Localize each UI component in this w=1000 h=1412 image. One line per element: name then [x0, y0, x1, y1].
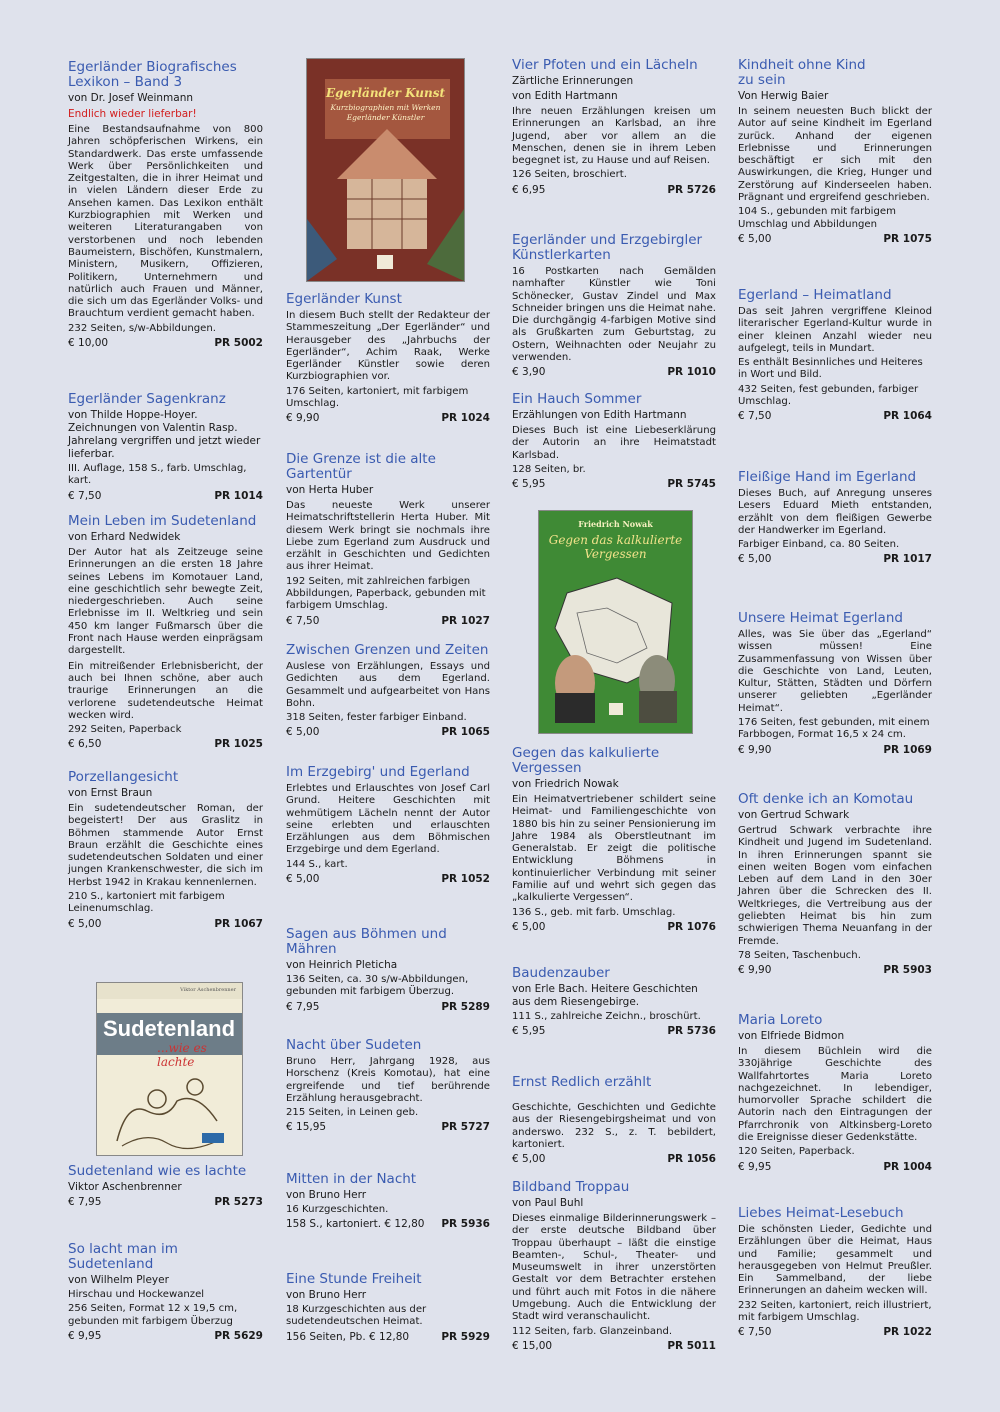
price-row	[512, 1153, 716, 1166]
price-row	[286, 1121, 490, 1134]
book-author: Von Herwig Baier	[738, 90, 829, 102]
book-entry	[738, 58, 932, 246]
book-description: Erlebtes und Erlauschtes von Josef Carl Grund. Heitere Geschichten mit wehmütigem Lächeln nennt der Autor seine erlebten und erlauschten Erzählungen aus dem Böhmischen Erzgebirge und dem Egerland.	[286, 783, 490, 856]
cover-author: Viktor Aschenbrenner	[180, 987, 236, 993]
order-code: PR 5745	[667, 478, 716, 491]
cover-author: Friedrich Nowak	[578, 519, 653, 529]
book-title: Bildband Troppau	[512, 1179, 630, 1195]
order-code: PR 1010	[667, 366, 716, 379]
book-details: 215 Seiten, in Leinen geb.	[286, 1107, 419, 1119]
price: € 5,95	[512, 478, 546, 491]
price-row	[68, 1330, 263, 1343]
book-entry	[738, 288, 932, 423]
price: € 5,00	[738, 232, 772, 245]
price: € 9,95	[738, 1160, 772, 1173]
price: € 6,95	[512, 183, 546, 196]
book-title: Egerländer Biografisches Lexikon – Band 3	[68, 59, 237, 90]
book-description: Das neueste Werk unserer Heimatschriftstellerin Herta Huber. Mit diesem Werk bringt sie nochmals ihre Liebe zum Egerland zum Ausdruck und erzählt in Geschichten und Gedichten aus ihrer Heimat.	[286, 500, 490, 573]
book-description: Alles, was Sie über das „Egerland“ wissen müssen! Eine Zusammenfassung von Wissen über die Geschichte von Land, Leuten, Kultur, Stätten, Städten und Dörfern unserer geliebten „Egerländer Heimat“.	[738, 629, 932, 714]
book-author: von Thilde Hoppe-Hoyer. Zeichnungen von Valentin Rasp. Jahrelang vergriffen und jetzt wieder lieferbar.	[68, 409, 261, 460]
order-code: PR 5002	[214, 337, 263, 350]
book-author: von Erhard Nedwidek	[68, 531, 181, 543]
book-details: 176 Seiten, fest gebunden, mit einem Farbbogen, Format 16,5 x 24 cm.	[738, 717, 930, 741]
price-row	[512, 184, 716, 197]
book-title: Mitten in der Nacht	[286, 1171, 417, 1187]
order-code: PR 5736	[667, 1025, 716, 1038]
book-entry	[68, 60, 263, 350]
book-author: von Bruno Herr	[286, 1289, 367, 1301]
price-row	[738, 410, 932, 423]
price: € 7,95	[68, 1196, 102, 1208]
book-title: Im Erzgebirg' und Egerland	[286, 764, 470, 780]
book-title: Ernst Redlich erzählt	[512, 1074, 652, 1090]
book-entry	[286, 643, 490, 739]
book-entry	[738, 611, 932, 757]
price: € 9,95	[68, 1329, 102, 1342]
book-details: 432 Seiten, fest gebunden, farbiger Umschlag.	[738, 383, 919, 408]
book-title: Die Grenze ist die alte Gartentür	[286, 451, 436, 482]
price-row	[512, 366, 716, 379]
order-code: PR 1004	[883, 1160, 932, 1173]
order-code: PR 5726	[667, 183, 716, 196]
price-row	[512, 921, 716, 934]
book-entry	[512, 1180, 716, 1353]
book-entry	[738, 470, 932, 566]
order-code: PR 1022	[883, 1326, 932, 1339]
book-title: Egerland – Heimatland	[738, 287, 892, 303]
price-row	[286, 873, 490, 886]
book-title: Nacht über Sudeten	[286, 1037, 422, 1053]
book-details: 318 Seiten, fester farbiger Einband.	[286, 712, 467, 724]
price: € 6,50	[68, 738, 102, 751]
book-subtitle: 16 Kurzgeschichten.	[286, 1204, 389, 1215]
book-details: 256 Seiten, Format 12 x 19,5 cm, gebunden mit farbigem Überzug	[68, 1303, 238, 1327]
book-details: 136 S., geb. mit farb. Umschlag.	[512, 906, 676, 918]
book-author: von Herta Huber	[286, 484, 374, 496]
book-author: von Friedrich Nowak	[512, 778, 619, 790]
book-author: von Wilhelm Pleyer	[68, 1274, 169, 1286]
book-description: In diesem Buch stellt der Redakteur der Stammeszeitung „Der Egerländer“ und Herausgeber des „Jahrbuchs der Egerländer“, Achim Raak, Werke Egerländer Künstler sowie deren Kurzbiographien vor.	[286, 310, 490, 383]
book-entry	[286, 292, 490, 425]
price-row	[68, 918, 263, 931]
book-description: Das seit Jahren vergriffene Kleinod literarischer Egerland-Kultur wurde in einer kleinen Anzahl wieder neu aufgelegt, teils in Mundart.	[738, 306, 932, 354]
book-author: von Gertrud Schwark	[738, 809, 850, 821]
book-details: 176 Seiten, kartoniert, mit farbigem Umschlag.	[286, 385, 469, 410]
price: € 9,90	[286, 412, 320, 425]
price-row	[738, 964, 932, 977]
price: € 3,90	[512, 366, 546, 379]
book-entry	[286, 452, 490, 628]
book-title: Zwischen Grenzen und Zeiten	[286, 642, 489, 658]
order-code: PR 1017	[883, 553, 932, 566]
book-author: Erzählungen von Edith Hartmann	[512, 409, 687, 421]
book-entry	[68, 1242, 263, 1343]
book-subtitle: 18 Kurzgeschichten aus der sudetendeutschen Heimat.	[286, 1304, 427, 1328]
order-code: PR 5289	[441, 1000, 490, 1013]
book-description: Ein mitreißender Erlebnisbericht, der auch bei Ihnen schöne, aber auch traurige Erinnerungen an die verlorene sudetendeutsche Heimat wecken wird.	[68, 660, 263, 721]
book-entry	[286, 927, 490, 1014]
cover-title: Gegen das kalkulierte Vergessen	[548, 533, 683, 561]
book-author: von Dr. Josef Weinmann	[68, 92, 194, 104]
book-entry	[68, 392, 263, 503]
order-code: PR 5629	[214, 1329, 263, 1342]
price: € 15,00	[512, 1339, 553, 1352]
book-description: Auslese von Erzählungen, Essays und Gedichten aus dem Egerland. Gesammelt und aufgearbeitet von Hans Bohn.	[286, 661, 490, 709]
book-title: Oft denke ich an Komotau	[738, 791, 914, 807]
price-row	[738, 1161, 932, 1174]
price-row	[286, 615, 490, 628]
book-cover-kalkulierte-vergessen	[538, 510, 693, 734]
book-title: Vier Pfoten und ein Lächeln	[512, 57, 698, 73]
order-code: PR 5903	[883, 964, 932, 977]
book-description: Eine Bestandsaufnahme von 800 Jahren schöpferischen Wirkens, ein Standardwerk. Das erste umfassende Werk über Persönlichkeiten und Zeitgestalten, die in ihrer Heimat und in vielen Ländern dieser Erde zu Ansehen kamen. Das Lexikon enthält Kurzbiographien mit Werken und weiteren Literaturangaben von verstorbenen und noch lebenden Baumeistern, Bischöfen, Kunstmalern, Ministern, Musikern, Offizieren, Politikern, Unternehmern und natürlich auch Frauen und Männer, die sich um das Egerländer Volks- und Brauchtum verdient gemacht haben.	[68, 124, 263, 320]
book-description: Der Autor hat als Zeitzeuge seine Erinnerungen an die ersten 18 Jahre seines Lebens im Komotauer Land, eine geschichtlich sehr bewegte Zeit, niedergeschrieben. Auch seine Erlebnisse im II. Weltkrieg und sein 450 km langer Fußmarsch über die Front nach Hause werden einprägsam dargestellt.	[68, 547, 263, 657]
price-row	[286, 1331, 490, 1344]
price-row	[68, 1196, 263, 1209]
book-entry	[512, 392, 716, 491]
price-row	[512, 478, 716, 491]
book-author: von Edith Hartmann	[512, 90, 618, 102]
price-row	[68, 738, 263, 751]
book-entry	[738, 1013, 932, 1174]
price-row	[738, 233, 932, 246]
price: € 5,00	[512, 920, 546, 933]
book-title: Baudenzauber	[512, 965, 610, 981]
cover-title: Egerländer Kunst	[326, 86, 445, 100]
book-details: Farbiger Einband, ca. 80 Seiten.	[738, 539, 900, 551]
order-code: PR 1076	[667, 920, 716, 933]
book-author: Viktor Aschenbrenner	[68, 1181, 182, 1193]
price-row	[286, 726, 490, 739]
price-row	[512, 1340, 716, 1353]
book-details: 104 S., gebunden mit farbigem Umschlag und Abbildungen	[738, 206, 896, 230]
book-title: Ein Hauch Sommer	[512, 391, 642, 407]
cover-subtitle: Kurzbiographien mit Werken Egerländer Künstler	[330, 103, 441, 122]
book-details: 111 S., zahlreiche Zeichn., broschürt.	[512, 1011, 701, 1022]
order-code: PR 1027	[441, 614, 490, 627]
cover-illustration	[547, 573, 684, 723]
order-code: PR 5936	[441, 1218, 490, 1231]
book-details: 156 Seiten, Pb. € 12,80	[286, 1330, 410, 1343]
book-description: Die schönsten Lieder, Gedichte und Erzählungen über die Heimat, Haus und Familie; gesammelt und herausgegeben von Helmut Preußler. Ein Sammelband, der liebe Erinnerungen an daheim wecken will.	[738, 1224, 932, 1297]
book-subtitle: Zärtliche Erinnerungen	[512, 75, 634, 87]
book-entry	[286, 1272, 490, 1344]
book-description: Ihre neuen Erzählungen kreisen um Erinnerungen an Karlsbad, an ihre Jugend, aber vor allem an die Menschen, denen sie in ihrem Leben begegnet ist, zu Hause und auf Reisen.	[512, 106, 716, 167]
book-entry	[738, 1206, 932, 1339]
order-code: PR 1025	[214, 738, 263, 751]
book-title: Sagen aus Böhmen und Mähren	[286, 926, 447, 957]
book-title: Gegen das kalkulierte Vergessen	[512, 745, 660, 776]
book-description: Ein sudetendeutscher Roman, der begeistert! Der aus Graslitz in Böhmen stammende Autor Ernst Braun erzählt die Geschichte eines sudetendeutschen Soldaten und einer jungen Krankenschwester, die sich im Herbst 1942 in Krakau kennenlernen.	[68, 803, 263, 888]
order-code: PR 1024	[441, 412, 490, 425]
book-details: III. Auflage, 158 S., farb. Umschlag, kart.	[68, 463, 247, 487]
order-code: PR 1052	[441, 873, 490, 886]
cover-subtitle: ...wie es lachte	[157, 1041, 207, 1069]
order-code: PR 1075	[883, 232, 932, 245]
book-description: Dieses einmalige Bilderinnerungswerk – der erste deutsche Bildband über Troppau überhaupt – läßt die einstige Beamten-, Schul-, Theater- und Museumswelt in ihrer unzerstörten Gestalt vor dem Betrachter erstehen und führt auch mit Fotos in die nähere Umgebung. Auch die Entwicklung der Stadt wird veranschaulicht.	[512, 1213, 716, 1323]
book-title: Liebes Heimat-Lesebuch	[738, 1205, 904, 1221]
price: € 7,95	[286, 1000, 320, 1013]
book-description: Ein Heimatvertriebener schildert seine Heimat- und Familiengeschichte von 1880 bis hin zu seiner Pensionierung im Jahre 1984 als Oberstleutnant im Generalstab. Er zeigt die politische Entwicklung Böhmens in kontinuierlicher Verbindung mit seiner Familie auf und wehrt sich gegen das „kalkulierte Vergessen“.	[512, 794, 716, 904]
price: € 5,95	[512, 1025, 546, 1038]
price-row	[68, 490, 263, 503]
price: € 7,50	[738, 1326, 772, 1339]
book-title: Porzellangesicht	[68, 769, 179, 785]
availability-note: Endlich wieder lieferbar!	[68, 108, 197, 120]
book-entry	[512, 746, 716, 934]
book-details: 120 Seiten, Paperback.	[738, 1146, 855, 1158]
price: € 15,95	[286, 1121, 327, 1134]
order-code: PR 1064	[883, 410, 932, 423]
book-description: Dieses Buch ist eine Liebeserklärung der Autorin an ihre Heimatstadt Karlsbad.	[512, 425, 716, 461]
book-title: Egerländer Kunst	[286, 291, 402, 307]
order-code: PR 1065	[441, 726, 490, 739]
book-author: von Erle Bach. Heitere Geschichten aus dem Riesengebirge.	[512, 983, 698, 1008]
price: € 5,00	[286, 726, 320, 739]
book-title: Egerländer und Erzgebirgler Künstlerkarten	[512, 232, 703, 263]
book-subtitle: Hirschau und Hockewanzel	[68, 1289, 205, 1300]
cover-illustration	[107, 1061, 232, 1151]
book-title: Fleißige Hand im Egerland	[738, 469, 917, 485]
price: € 9,90	[738, 743, 772, 756]
order-code: PR 5011	[667, 1339, 716, 1352]
book-entry	[512, 233, 716, 379]
price-row	[738, 553, 932, 566]
book-author: von Heinrich Pleticha	[286, 959, 398, 971]
book-title: Kindheit ohne Kind zu sein	[738, 57, 866, 88]
book-details: 78 Seiten, Taschenbuch.	[738, 949, 861, 961]
book-title: So lacht man im Sudetenland	[68, 1241, 178, 1272]
price-row	[512, 1025, 716, 1038]
book-details: 144 S., kart.	[286, 858, 348, 870]
book-entry	[512, 966, 716, 1038]
book-description: Geschichte, Geschichten und Gedichte aus der Riesengebirgsheimat und von anderswo. 232 S., z. T. bebildert, kartoniert.	[512, 1102, 716, 1150]
book-details: 232 Seiten, s/w-Abbildungen.	[68, 322, 216, 334]
book-details: 136 Seiten, ca. 30 s/w-Abbildungen, gebunden mit farbigem Überzug.	[286, 974, 469, 998]
cover-title: Sudetenland	[103, 1016, 236, 1041]
book-entry	[512, 1075, 716, 1166]
book-entry	[68, 1164, 263, 1209]
book-title: Unsere Heimat Egerland	[738, 610, 903, 626]
price-row	[738, 1326, 932, 1339]
price: € 7,50	[68, 489, 102, 502]
order-code: PR 1067	[214, 917, 263, 930]
price-row	[738, 744, 932, 757]
price-row	[286, 1218, 490, 1231]
book-entry	[286, 1038, 490, 1134]
book-details: 292 Seiten, Paperback	[68, 724, 182, 736]
book-author: von Bruno Herr	[286, 1189, 367, 1201]
price: € 7,50	[286, 614, 320, 627]
price: € 5,00	[512, 1153, 546, 1166]
book-details: 232 Seiten, kartoniert, reich illustriert, mit farbigem Umschlag.	[738, 1299, 932, 1324]
order-code: PR 5929	[441, 1330, 490, 1343]
book-title: Egerländer Sagenkranz	[68, 391, 226, 407]
price: € 5,00	[286, 873, 320, 886]
book-author: von Paul Buhl	[512, 1197, 584, 1209]
price-row	[286, 1001, 490, 1014]
order-code: PR 1056	[667, 1153, 716, 1166]
book-entry	[286, 765, 490, 886]
order-code: PR 1069	[883, 743, 932, 756]
price-row	[68, 337, 263, 350]
book-cover-sudetenland	[96, 982, 243, 1156]
price: € 7,50	[738, 410, 772, 423]
book-details: 192 Seiten, mit zahlreichen farbigen Abbildungen, Paperback, gebunden mit farbigem Umschlag.	[286, 575, 486, 612]
book-author: von Elfriede Bidmon	[738, 1030, 845, 1042]
book-description: 16 Postkarten nach Gemälden namhafter Künstler wie Toni Schönecker, Gustav Zindel und Max Schneider bringen uns die Heimat nahe. Die durchgängig 4-farbigen Motive sind als Grußkarten zum Geburtstag, zu Ostern, Weihnachten oder Neujahr zu verwenden.	[512, 266, 716, 364]
book-cover-egerlaender-kunst	[306, 58, 465, 282]
book-details: 112 Seiten, farb. Glanzeinband.	[512, 1325, 673, 1337]
price-row	[286, 412, 490, 425]
price: € 10,00	[68, 337, 109, 350]
book-description: Bruno Herr, Jahrgang 1928, aus Horschenz (Kreis Komotau), hat eine ergreifende und tief berührende Erzählung herausgebracht.	[286, 1056, 490, 1104]
book-description: Dieses Buch, auf Anregung unseres Lesers Eduard Mieth entstanden, erzählt von dem fleißigen Gewerbe der Handwerker im Egerland.	[738, 488, 932, 536]
book-entry	[286, 1172, 490, 1231]
book-author: von Ernst Braun	[68, 787, 153, 799]
book-entry	[738, 792, 932, 977]
book-title: Mein Leben im Sudetenland	[68, 513, 257, 529]
book-details: 126 Seiten, broschiert.	[512, 169, 627, 181]
book-description: Es enthält Besinnliches und Heiteres in Wort und Bild.	[738, 357, 923, 381]
order-code: PR 5727	[441, 1121, 490, 1134]
book-details: 158 S., kartoniert. € 12,80	[286, 1218, 425, 1231]
order-code: PR 5273	[214, 1196, 263, 1208]
book-details: 210 S., kartoniert mit farbigem Leinenumschlag.	[68, 891, 225, 915]
book-entry	[68, 514, 263, 751]
book-entry	[512, 58, 716, 197]
book-title: Maria Loreto	[738, 1012, 823, 1028]
price: € 5,00	[738, 553, 772, 566]
book-title: Eine Stunde Freiheit	[286, 1271, 422, 1287]
book-description: In diesem Büchlein wird die 330jährige Geschichte des Wallfahrtortes Maria Loreto nachgezeichnet. In lebendiger, humorvoller Sprache schildert die Autorin nach den Eintragungen der Pfarrchronik von Altkinsberg-Loreto die Ereignisse dieser Gedenkstätte.	[738, 1046, 932, 1144]
price: € 5,00	[68, 917, 102, 930]
book-entry	[68, 770, 263, 931]
book-details: 128 Seiten, br.	[512, 463, 586, 475]
order-code: PR 1014	[214, 489, 263, 502]
book-description: In seinem neuesten Buch blickt der Autor auf seine Kindheit im Egerland zurück. Anhand der eigenen Erlebnisse und Erinnerungen beschäftigt er sich mit den Auswirkungen, die Krieg, Hunger und Zerstörung auf Kinderseelen haben. Prägnant und ergreifend geschrieben.	[738, 106, 932, 204]
book-description: Gertrud Schwark verbrachte ihre Kindheit und Jugend im Sudetenland. In ihren Erinnerungen spannt sie einen weiten Bogen vom einfachen Leben auf dem Land in den 30er Jahren über die Schrecken des II. Weltkrieges, die Vertreibung aus der geliebten Heimat bis hin zum schwierigen Thema Neuanfang in der Fremde.	[738, 825, 932, 947]
price: € 9,90	[738, 964, 772, 977]
book-title: Sudetenland wie es lachte	[68, 1163, 247, 1179]
